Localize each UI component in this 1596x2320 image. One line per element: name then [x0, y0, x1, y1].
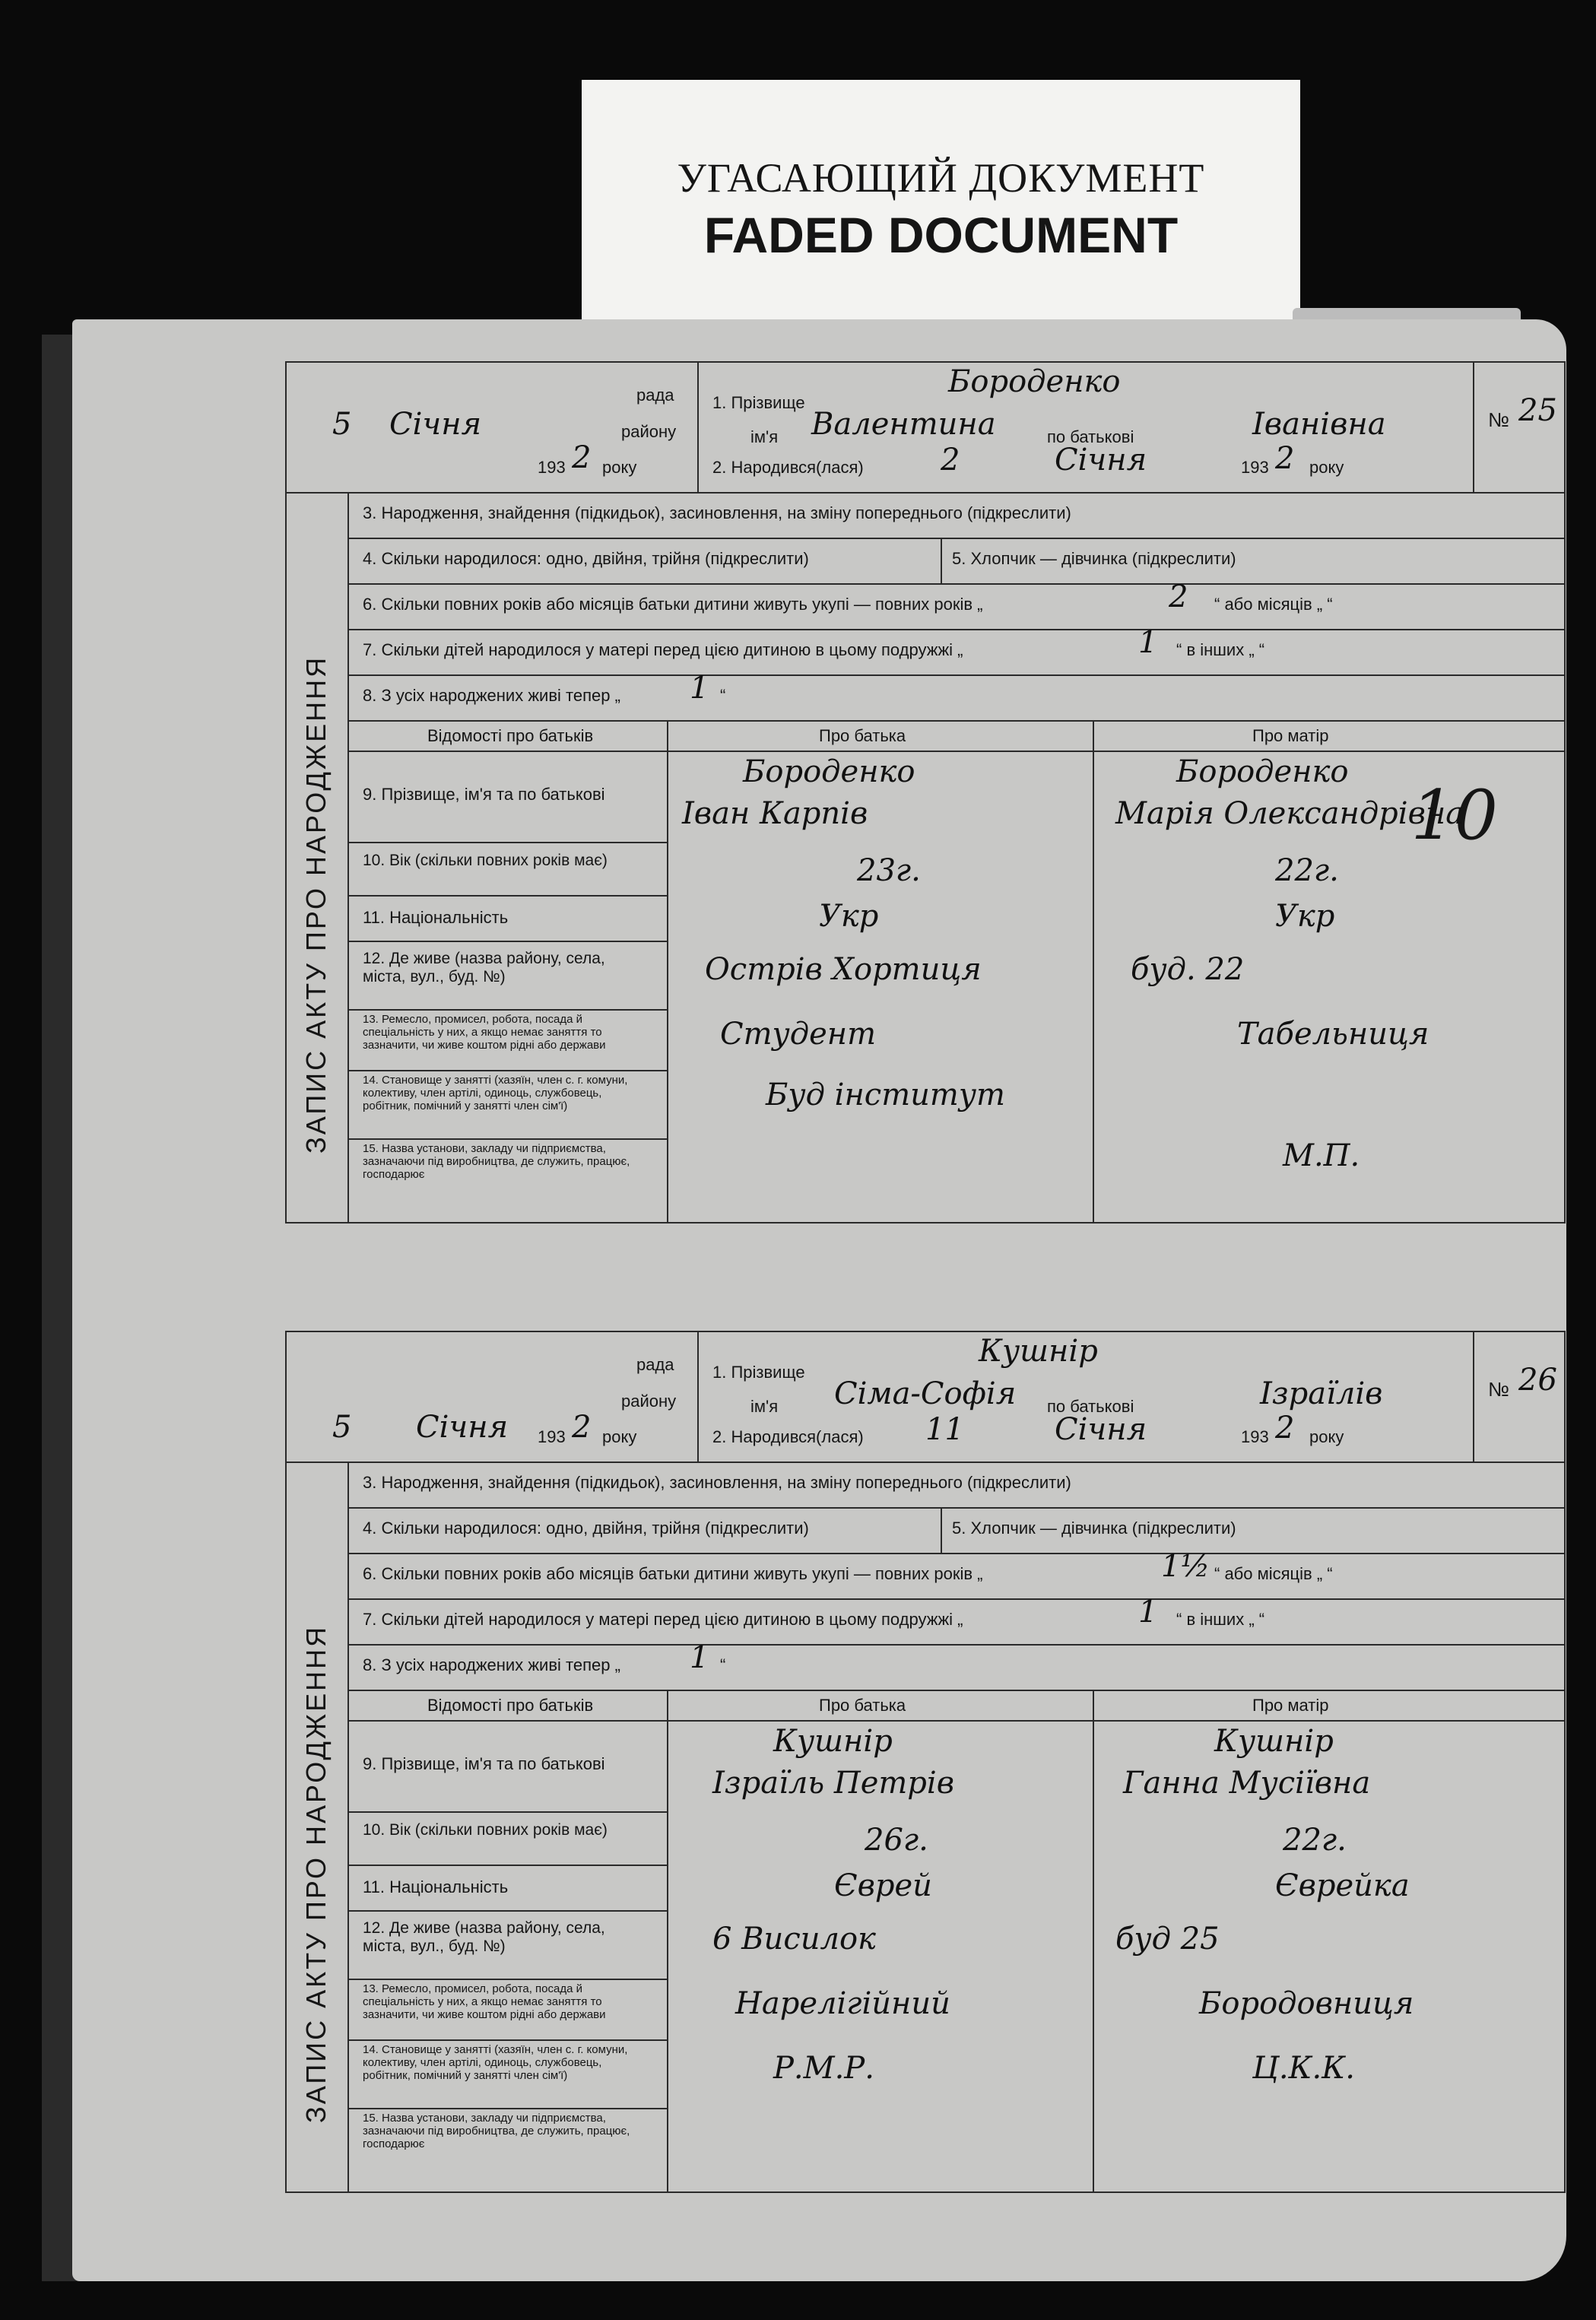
registration-day: 5: [332, 1410, 352, 1445]
mother-surname: Кушнір: [1214, 1724, 1334, 1759]
mother-nationality: Укр: [1275, 899, 1335, 934]
registration-year-suffix: 2: [572, 440, 592, 475]
child-given-name: Валентина: [811, 407, 996, 442]
mother-address: буд. 22: [1131, 952, 1245, 987]
mother-occupation: Табельниця: [1237, 1017, 1429, 1052]
row-5: 5. Хлопчик — дівчинка (підкреслити): [952, 549, 1236, 568]
q10-label: 10. Вік (скільки повних років має): [363, 852, 608, 869]
side-label: ЗАПИС АКТУ ПРО НАРОДЖЕННЯ: [300, 1624, 332, 2123]
name-label: ім'я: [750, 427, 779, 446]
birth-record-2: [217, 1331, 1563, 2243]
col-mother: Про матір: [1252, 1696, 1329, 1715]
col-father: Про батька: [819, 726, 906, 745]
q9-label: 9. Прізвище, ім'я та по батькові: [363, 1754, 605, 1773]
rok-label-right: року: [1309, 458, 1344, 477]
father-address: 6 Висилок: [712, 1922, 876, 1957]
mother-institution: М.П.: [1283, 1138, 1360, 1173]
row-6-tail: “ або місяців „ “: [1214, 595, 1333, 614]
name-label: ім'я: [750, 1397, 779, 1416]
q11-label: 11. Національність: [363, 908, 509, 927]
surname-label: 1. Прізвище: [712, 393, 805, 412]
father-institution: Р.М.Р.: [773, 2051, 874, 2086]
row-6-value: 2: [1169, 579, 1188, 614]
row-3: 3. Народження, знайдення (підкидьок), засиновлення, на зміну попереднього (підкреслити): [363, 503, 1071, 522]
q9-label: 9. Прізвище, ім'я та по батькові: [363, 785, 605, 804]
birth-record-1: [217, 361, 1563, 1236]
registration-day: 5: [332, 407, 352, 442]
stamp-line-en: FADED DOCUMENT: [703, 207, 1179, 263]
father-address: Острів Хортиця: [705, 952, 982, 987]
child-surname: Бороденко: [948, 364, 1121, 399]
rada-label: рада: [636, 1355, 674, 1374]
raion-label: району: [621, 422, 677, 441]
child-given-name: Сіма-Софія: [834, 1376, 1017, 1411]
col-father: Про батька: [819, 1696, 906, 1715]
col-parents-info: Відомості про батьків: [427, 1696, 594, 1715]
row-8-value: 1: [690, 1640, 709, 1675]
father-age: 26г.: [865, 1823, 928, 1858]
registration-year-suffix: 2: [572, 1410, 592, 1445]
father-name: Іван Карпів: [682, 796, 868, 831]
registration-month: Січня: [416, 1410, 509, 1445]
q14-label: 14. Становище у занятті (хазяїн, член с. г. комуни, колективу, член артілі, одиноць, службовець, робітник, помічний у занятті член сім'ї): [363, 2043, 628, 2082]
q15-label: 15. Назва установи, закладу чи підприємства, зазначаючи під виробництва, де служить, працює, господарює: [363, 2112, 630, 2150]
row-6: 6. Скільки повних років або місяців батьки дитини живуть укупі — повних років „: [363, 1564, 983, 1583]
row-4: 4. Скільки народилося: одно, двійня, трійня (підкреслити): [363, 549, 809, 568]
side-label: ЗАПИС АКТУ ПРО НАРОДЖЕННЯ: [300, 655, 332, 1154]
col-parents-info: Відомості про батьків: [427, 726, 594, 745]
row-8-value: 1: [690, 671, 709, 706]
q13-label: 13. Ремесло, промисел, робота, посада й спеціальність у них, а якщо немає заняття то зазначити, чи живе коштом рідні або держави: [363, 1982, 606, 2021]
q14-label: 14. Становище у занятті (хазяїн, член с. г. комуни, колективу, член артілі, одиноць, службовець, робітник, помічний у занятті член сім'ї): [363, 1074, 628, 1112]
register-page: [72, 319, 1566, 2281]
born-label: 2. Народився(лася): [712, 458, 864, 477]
margin-mark: 10: [1410, 776, 1498, 855]
father-surname: Кушнір: [773, 1724, 893, 1759]
row-7-tail: “ в інших „ “: [1176, 640, 1265, 659]
faded-document-stamp: [582, 80, 1300, 331]
row-7-value: 1: [1138, 1595, 1158, 1630]
q11-label: 11. Національність: [363, 1877, 509, 1896]
q12-label: 12. Де живе (назва району, села, міста, вул., буд. №): [363, 950, 605, 985]
birth-day: 11: [925, 1412, 964, 1447]
row-7: 7. Скільки дітей народилося у матері перед цією дитиною в цьому подружжі „: [363, 640, 963, 659]
mother-institution: Ц.К.К.: [1252, 2051, 1355, 2086]
mother-name: Ганна Мусіївна: [1123, 1766, 1371, 1801]
record-frame: [285, 361, 1566, 1223]
record-number: 25: [1518, 393, 1557, 428]
col-mother: Про матір: [1252, 726, 1329, 745]
row-3: 3. Народження, знайдення (підкидьок), засиновлення, на зміну попереднього (підкреслити): [363, 1473, 1071, 1492]
birth-year-suffix: 2: [1275, 441, 1295, 476]
father-occupation: Студент: [720, 1017, 877, 1052]
mother-name: Марія Олександрівна: [1115, 796, 1464, 831]
row-6: 6. Скільки повних років або місяців батьки дитини живуть укупі — повних років „: [363, 595, 983, 614]
record-number: 26: [1518, 1363, 1557, 1398]
mother-age: 22г.: [1283, 1823, 1347, 1858]
q10-label: 10. Вік (скільки повних років має): [363, 1821, 608, 1839]
record-number-label: №: [1488, 1378, 1509, 1401]
q12-label: 12. Де живе (назва району, села, міста, вул., буд. №): [363, 1919, 605, 1955]
rok-label-left: року: [602, 1427, 637, 1446]
registration-year-prefix: 193: [538, 1427, 566, 1446]
rok-label-left: року: [602, 458, 637, 477]
record-number-label: №: [1488, 408, 1509, 431]
rada-label: рада: [636, 386, 674, 405]
child-patronymic: Ізраїлів: [1260, 1376, 1383, 1411]
row-7-value: 1: [1138, 625, 1158, 660]
q13-label: 13. Ремесло, промисел, робота, посада й спеціальність у них, а якщо немає заняття то зазначити, чи живе коштом рідні або держави: [363, 1013, 606, 1052]
row-6-value: 1½: [1161, 1549, 1210, 1584]
raion-label: району: [621, 1392, 677, 1411]
father-name: Ізраїль Петрів: [712, 1766, 954, 1801]
child-surname: Кушнір: [979, 1334, 1098, 1369]
father-institution: Буд інститут: [766, 1077, 1005, 1112]
registration-month: Січня: [389, 407, 482, 442]
q15-label: 15. Назва установи, закладу чи підприємства, зазначаючи під виробництва, де служить, працює, господарює: [363, 1142, 630, 1181]
birth-year-prefix: 193: [1241, 1427, 1269, 1446]
child-patronymic: Іванівна: [1252, 407, 1386, 442]
father-surname: Бороденко: [743, 754, 915, 789]
mother-surname: Бороденко: [1176, 754, 1349, 789]
father-occupation: Нарелігійний: [735, 1986, 950, 2021]
mother-nationality: Єврейка: [1275, 1868, 1410, 1903]
row-6-tail: “ або місяців „ “: [1214, 1564, 1333, 1583]
father-age: 23г.: [857, 853, 921, 888]
mother-age: 22г.: [1275, 853, 1339, 888]
stamp-line-ru: УГАСАЮЩИЙ ДОКУМЕНТ: [677, 155, 1205, 201]
birth-year-prefix: 193: [1241, 458, 1269, 477]
birth-year-suffix: 2: [1275, 1411, 1295, 1446]
father-nationality: Укр: [819, 899, 879, 934]
birth-month: Січня: [1055, 1412, 1147, 1447]
rok-label-right: року: [1309, 1427, 1344, 1446]
birth-day: 2: [941, 443, 960, 478]
row-7-tail: “ в інших „ “: [1176, 1610, 1265, 1629]
father-nationality: Єврей: [834, 1868, 932, 1903]
row-8-tail: “: [720, 686, 726, 705]
row-8: 8. З усіх народжених живі тепер „: [363, 686, 620, 705]
mother-address: буд 25: [1115, 1922, 1220, 1957]
surname-label: 1. Прізвище: [712, 1363, 805, 1382]
patronymic-label: по батькові: [1047, 427, 1134, 446]
mother-occupation: Бородовниця: [1199, 1986, 1414, 2021]
row-8: 8. З усіх народжених живі тепер „: [363, 1655, 620, 1674]
born-label: 2. Народився(лася): [712, 1427, 864, 1446]
birth-month: Січня: [1055, 443, 1147, 478]
record-frame: [285, 1331, 1566, 2193]
row-4: 4. Скільки народилося: одно, двійня, трійня (підкреслити): [363, 1519, 809, 1538]
row-5: 5. Хлопчик — дівчинка (підкреслити): [952, 1519, 1236, 1538]
patronymic-label: по батькові: [1047, 1397, 1134, 1416]
registration-year-prefix: 193: [538, 458, 566, 477]
row-7: 7. Скільки дітей народилося у матері перед цією дитиною в цьому подружжі „: [363, 1610, 963, 1629]
row-8-tail: “: [720, 1655, 726, 1674]
